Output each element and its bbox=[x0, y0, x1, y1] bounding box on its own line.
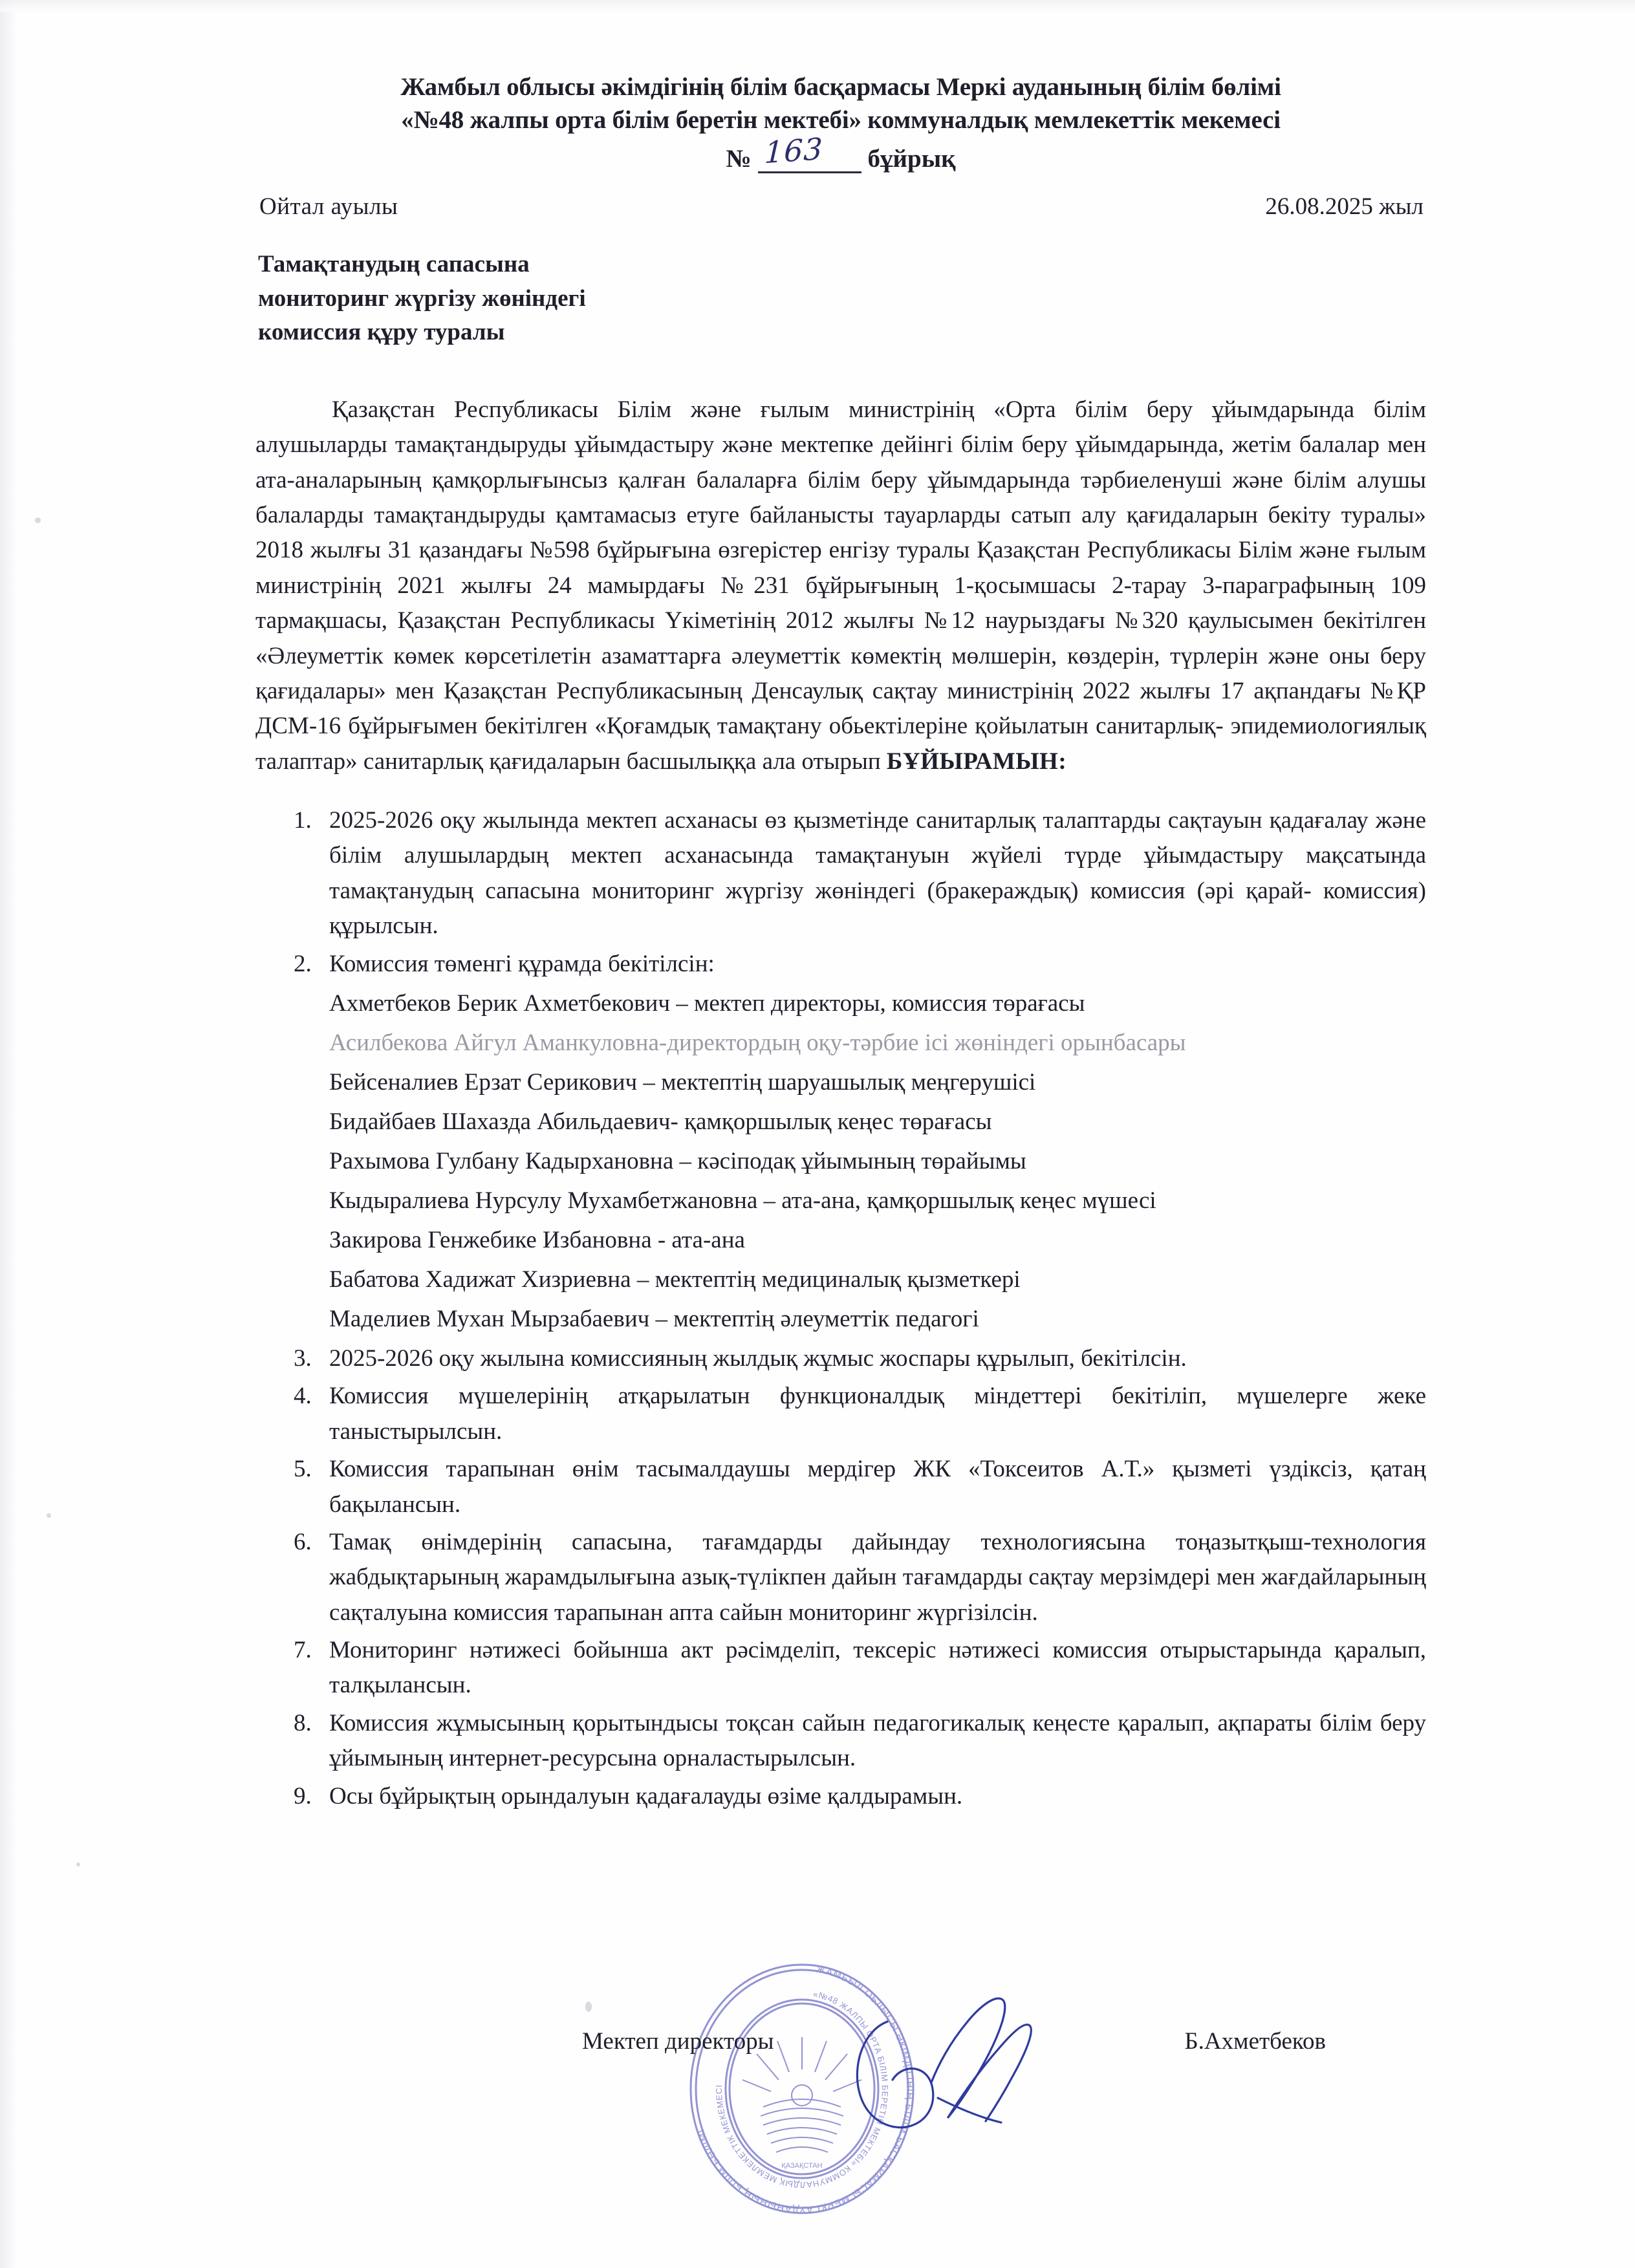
order-items-list bbox=[255, 803, 1426, 1814]
order-item-text: Тамақ өнімдерінің сапасына, тағамдарды дайындау технологиясына тоңазытқыш-технология жабдықтарының жарамдылығына азық-түлікпен дайын тағамдарды сақтау мерзімдері мен жағдайларының сақталуына комиссия тарапынан апта сайын мониторинг жүргізілсін. bbox=[329, 1528, 1426, 1626]
order-item-text: 2025-2026 оқу жылында мектеп асханасы өз қызметінде санитарлық талаптарды сақтауын қадағалау және білім алушылардың мектеп асханасында тамақтануын жүйелі түрде ұйымдастыру мақсатында тамақтанудың сапасына мониторинг жүргізу жөніндегі (бракераждық) комиссия (әрі қарай- комиссия) құрылсын. bbox=[329, 807, 1426, 940]
member-item bbox=[329, 1105, 1426, 1139]
header-line-1: Жамбыл облысы әкімдігінің білім басқармасы Меркі ауданының білім бөлімі bbox=[400, 73, 1281, 101]
member-name: Асилбекова Айгул Аманкуловна-директордың оқу-тәрбие ісі жөніндегі орынбасары bbox=[329, 1029, 1186, 1056]
order-item bbox=[318, 1341, 1426, 1376]
scan-speck bbox=[47, 1513, 51, 1518]
order-word: бұйрық bbox=[867, 145, 956, 173]
document-content bbox=[255, 71, 1426, 1814]
member-item bbox=[329, 1302, 1426, 1337]
scan-edge-left bbox=[0, 0, 17, 2268]
scan-speck bbox=[76, 1863, 80, 1866]
header-line-2: «№48 жалпы орта білім беретін мектебі» коммуналдық мемлекеттік мекемесі bbox=[401, 105, 1281, 134]
order-item bbox=[318, 1706, 1426, 1777]
member-name: Маделиев Мухан Мырзабаевич – мектептің әлеуметтік педагогі bbox=[329, 1306, 979, 1333]
member-item bbox=[329, 1183, 1426, 1218]
order-item-text: Мониторинг нәтижесі бойынша акт рәсімделіп, тексеріс нәтижесі комиссия отырыстарында қаралып, талқылансын. bbox=[329, 1637, 1426, 1699]
signature-line bbox=[582, 2027, 1326, 2055]
official-stamp bbox=[666, 1940, 938, 2238]
document-header bbox=[255, 71, 1426, 173]
order-item-text: Комиссия мүшелерінің атқарылатын функционалдық міндеттері бекітіліп, мүшелерге жеке таныстырылсын. bbox=[329, 1383, 1426, 1445]
order-item bbox=[318, 947, 1426, 1337]
order-item-text: Осы бұйрықтың орындалуын қадағалауды өзіме қалдырамын. bbox=[329, 1782, 963, 1809]
subject-line-2: мониторинг жүргізу жөніндегі bbox=[258, 285, 586, 312]
member-item bbox=[329, 1262, 1426, 1297]
handwritten-signature bbox=[841, 1960, 1074, 2173]
subject-block bbox=[255, 248, 1426, 350]
member-item bbox=[329, 1065, 1426, 1100]
order-item bbox=[318, 1452, 1426, 1522]
order-item-text: Комиссия тарапынан өнім тасымалдаушы мердігер ЖК «Токсеитов А.Т.» қызметі үздіксіз, қатаң бақылансын. bbox=[329, 1456, 1426, 1518]
order-number-handwritten: 163 bbox=[763, 131, 824, 171]
member-name: Бидайбаев Шахазда Абильдаевич- қамқоршылық кеңес төрағасы bbox=[329, 1108, 992, 1136]
order-number-row bbox=[255, 131, 1426, 173]
svg-text:ҚАЗАҚСТАН: ҚАЗАҚСТАН bbox=[781, 2162, 823, 2170]
order-item bbox=[318, 1633, 1426, 1703]
member-name: Закирова Генжебике Избановна - ата-ана bbox=[329, 1227, 745, 1254]
order-item bbox=[318, 1525, 1426, 1630]
order-number-symbol: № bbox=[726, 145, 752, 173]
member-item bbox=[329, 1223, 1426, 1258]
order-item-text: Комиссия жұмысының қорытындысы тоқсан сайын педагогикалық кеңесте қаралып, ақпараты білім беру ұйымының интернет-ресурсына орналастырылсын. bbox=[329, 1709, 1426, 1772]
decree-word: БҰЙЫРАМЫН: bbox=[886, 748, 1067, 775]
scan-edge-top bbox=[0, 0, 1635, 12]
member-name: Кыдыралиева Нурсулу Мухамбетжановна – ата-ана, қамқоршылық кеңес мүшесі bbox=[329, 1187, 1156, 1215]
scan-speck bbox=[35, 517, 41, 523]
meta-row bbox=[255, 193, 1426, 221]
order-item bbox=[318, 803, 1426, 944]
scan-speck bbox=[585, 2002, 592, 2012]
member-name: Рахымова Гулбану Кадырхановна – кәсіподақ ұйымының төрайымы bbox=[329, 1148, 1026, 1175]
order-number-blank bbox=[758, 131, 861, 173]
order-item bbox=[318, 1379, 1426, 1449]
subject-line-1: Тамақтанудың сапасына bbox=[258, 251, 530, 278]
member-item bbox=[329, 986, 1426, 1021]
place-label: Ойтал ауылы bbox=[259, 193, 398, 221]
commission-members-list bbox=[329, 986, 1426, 1337]
member-name: Бабатова Хадижат Хизриевна – мектептің медициналық қызметкері bbox=[329, 1266, 1021, 1293]
svg-text:«№48 ЖАЛПЫ ОРТА БІЛІМ БЕРЕТІН: «№48 ЖАЛПЫ ОРТА БІЛІМ БЕРЕТІН МЕКТЕБІ» КОММУНАЛДЫҚ МЕМЛЕКЕТТІК МЕКЕМЕСІ bbox=[713, 1989, 890, 2190]
order-item-text: Комиссия төменгі құрамда бекітілсін: bbox=[329, 950, 715, 977]
subject-line-3: комиссия құру туралы bbox=[258, 319, 505, 346]
order-item bbox=[318, 1779, 1426, 1814]
signature-name: Б.Ахметбеков bbox=[1184, 2028, 1326, 2055]
svg-text:ЖАМБЫЛ ОБЛЫСЫ ӘКІМДІГІНІҢ БІЛІ: ЖАМБЫЛ ОБЛЫСЫ ӘКІМДІГІНІҢ БІЛІМ БАСҚАРМАСЫ МЕРКІ АУДАНЫНЫҢ БІЛІМ БӨЛІМІ bbox=[695, 1963, 916, 2216]
member-item bbox=[329, 1144, 1426, 1179]
preamble-paragraph bbox=[255, 393, 1426, 779]
member-item bbox=[329, 1026, 1426, 1061]
member-name: Бейсеналиев Ерзат Серикович – мектептің шаруашылық меңгерушісі bbox=[329, 1069, 1036, 1096]
preamble-text: Қазақстан Республикасы Білім және ғылым министрінің «Орта білім беру ұйымдарында білім алушыларды тамақтандыруды ұйымдастыру және мектепке дейінгі білім беру ұйымдарында, жетім балалар мен ата-аналарының қамқорлығынсыз қалған балаларға білім беру ұйымдарында тәрбиеленуші және білім алушы балаларды тамақтандыруды қамтамасыз етуге байланысты тауарларды сатып алу қағидаларын бекіту туралы» 2018 жылғы 31 қазандағы №598 бұйрығына өзгерістер енгізу туралы Қазақстан Республикасы Білім және ғылым министрінің 2021 жылғы 24 мамырдағы №231 бұйрығының 1-қосымшасы 2-тарау 3-параграфының 109 тармақшасы, Қазақстан Республикасы Үкіметінің 2012 жылғы №12 наурыздағы №320 қаулысымен бекітілген «Әлеуметтік көмек көрсетілетін азаматтарға әлеуметтік көмектің мөлшерін, көздерін, түрлерін және оны беру қағидалары» мен Қазақстан Республикасының Денсаулық сақтау министрінің 2022 жылғы 17 ақпандағы №ҚР ДСМ-16 бұйрығымен бекітілген «Қоғамдық тамақтану обьектілеріне қойылатын санитарлық- эпидемиологиялық талаптар» санитарлық қағидаларын басшылыққа ала отырып bbox=[255, 396, 1426, 775]
date-label: 26.08.2025 жыл bbox=[1265, 193, 1424, 221]
order-item-text: 2025-2026 оқу жылына комиссияның жылдық жұмыс жоспары құрылып, бекітілсін. bbox=[329, 1345, 1187, 1372]
member-name: Ахметбеков Берик Ахметбекович – мектеп директоры, комиссия төрағасы bbox=[329, 989, 1085, 1017]
signature-role: Мектеп директоры bbox=[582, 2028, 774, 2055]
